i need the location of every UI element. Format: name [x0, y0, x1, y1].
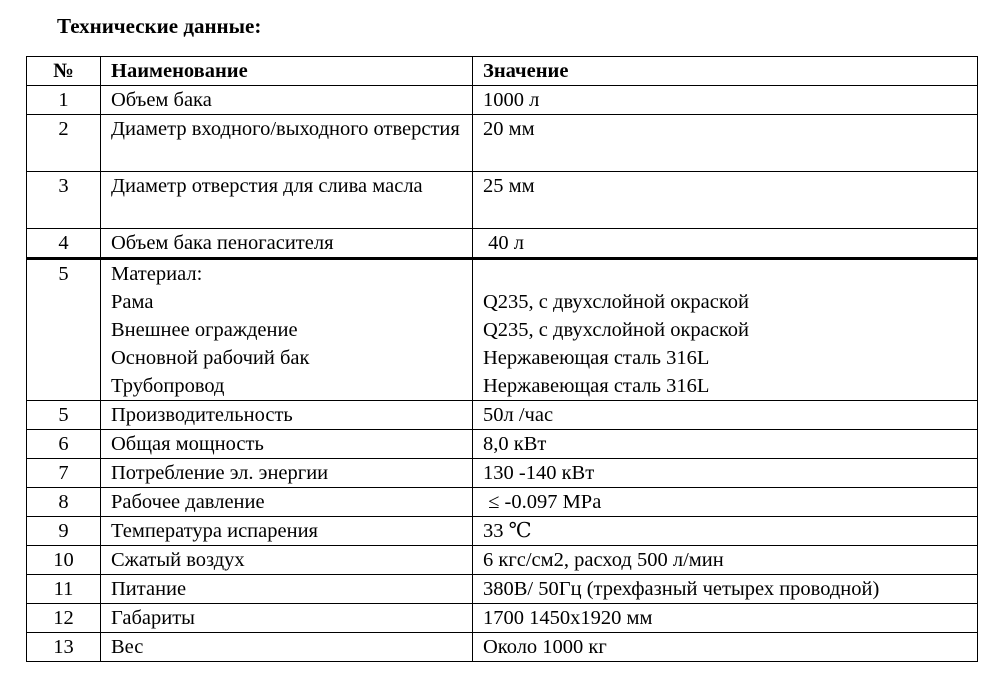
row-number: 11	[27, 575, 101, 604]
table-row	[27, 115, 978, 172]
table-row	[27, 575, 978, 604]
row-name: Объем бака пеногасителя	[101, 229, 473, 259]
row-value: 33 ℃	[473, 517, 978, 546]
table-row	[27, 430, 978, 459]
row-value: ≤ -0.097 MPa	[473, 488, 978, 517]
table-row	[27, 517, 978, 546]
row-number: 3	[27, 172, 101, 229]
row-value: 8,0 кВт	[473, 430, 978, 459]
row-name: Объем бака	[101, 86, 473, 115]
table-row	[27, 459, 978, 488]
row-name: Сжатый воздух	[101, 546, 473, 575]
row-number: 2	[27, 115, 101, 172]
table-row	[27, 488, 978, 517]
row-name: Производительность	[101, 401, 473, 430]
table-header-row	[27, 57, 978, 86]
row-number: 4	[27, 229, 101, 259]
row-name: Общая мощность	[101, 430, 473, 459]
table-row	[27, 86, 978, 115]
row-name: Вес	[101, 633, 473, 662]
material-subitem-name: Рама	[111, 291, 154, 313]
row-number: 12	[27, 604, 101, 633]
table-row	[27, 604, 978, 633]
row-value: Около 1000 кг	[473, 633, 978, 662]
header-value: Значение	[473, 57, 978, 86]
row-name: Рабочее давление	[101, 488, 473, 517]
row-name: Потребление эл. энергии	[101, 459, 473, 488]
row-number: 8	[27, 488, 101, 517]
header-number: №	[27, 57, 101, 86]
row-value: 1000 л	[473, 86, 978, 115]
material-value-blank	[483, 260, 977, 288]
row-value: 40 л	[473, 229, 978, 259]
table-row	[27, 172, 978, 229]
row-number: 9	[27, 517, 101, 546]
row-number: 13	[27, 633, 101, 662]
row-value-material	[473, 259, 978, 401]
row-name-material	[101, 259, 473, 401]
row-number: 7	[27, 459, 101, 488]
row-number: 1	[27, 86, 101, 115]
row-name: Питание	[101, 575, 473, 604]
row-number: 10	[27, 546, 101, 575]
table-row	[27, 229, 978, 259]
row-value: 25 мм	[473, 172, 978, 229]
row-name: Диаметр входного/выходного отверстия	[101, 115, 473, 172]
row-name: Температура испарения	[101, 517, 473, 546]
technical-data-table	[26, 56, 978, 662]
row-value: 20 мм	[473, 115, 978, 172]
row-value: 130 -140 кВт	[473, 459, 978, 488]
row-number: 5	[27, 259, 101, 401]
material-subitem-name: Трубопровод	[111, 375, 225, 397]
row-number: 5	[27, 401, 101, 430]
table-row-material	[27, 259, 978, 401]
material-subitem-value: Нержавеющая сталь 316L	[483, 347, 710, 369]
row-value: 380В/ 50Гц (трехфазный четырех проводной)	[473, 575, 978, 604]
row-name: Габариты	[101, 604, 473, 633]
section-title: Технические данные:	[57, 14, 262, 38]
row-value: 50л /час	[473, 401, 978, 430]
row-number: 6	[27, 430, 101, 459]
row-value: 1700 1450х1920 мм	[473, 604, 978, 633]
table-row	[27, 633, 978, 662]
material-subitem-name: Основной рабочий бак	[111, 347, 310, 369]
material-subitem-value: Нержавеющая сталь 316L	[483, 375, 710, 397]
material-label: Материал:	[111, 263, 203, 285]
material-subitem-value: Q235, с двухслойной окраской	[483, 291, 750, 313]
table-row	[27, 546, 978, 575]
row-value: 6 кгс/см2, расход 500 л/мин	[473, 546, 978, 575]
row-name: Диаметр отверстия для слива масла	[101, 172, 473, 229]
material-subitem-value: Q235, с двухслойной окраской	[483, 319, 750, 341]
header-name: Наименование	[101, 57, 473, 86]
table-row	[27, 401, 978, 430]
material-subitem-name: Внешнее ограждение	[111, 319, 298, 341]
